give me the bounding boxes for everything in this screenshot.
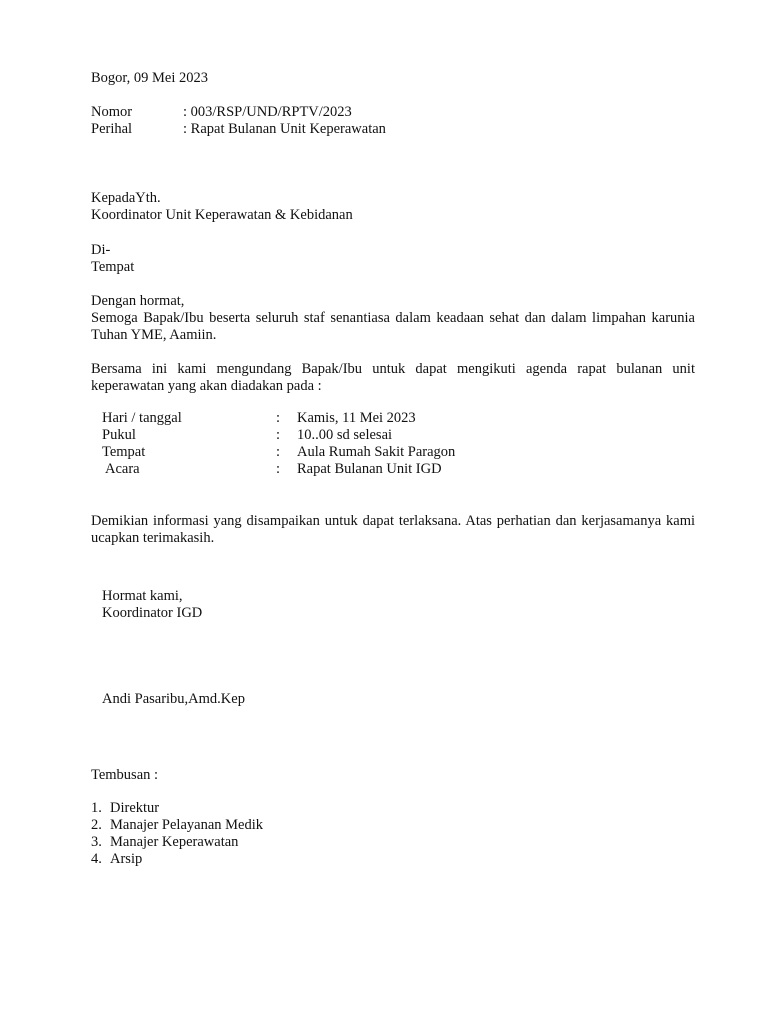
place-date: Bogor, 09 Mei 2023 [91, 70, 209, 86]
cc-list-item: Manajer Pelayanan Medik [110, 817, 264, 833]
perihal-label: Perihal [91, 121, 133, 137]
detail-colon: : [276, 427, 281, 443]
sign-off: Hormat kami, [102, 588, 183, 604]
detail-colon: : [276, 444, 281, 460]
recipient-di: Di- [91, 242, 111, 258]
detail-colon: : [276, 410, 281, 426]
nomor-value: : 003/RSP/UND/RPTV/2023 [183, 104, 352, 120]
closing-paragraph: Demikian informasi yang disampaikan untuk dapat terlaksana. Atas perhatian dan kerjasamanya kami ucapkan terimakasih. [91, 513, 695, 546]
recipient-place: Tempat [91, 259, 135, 275]
detail-value-time: 10..00 sd selesai [297, 427, 393, 443]
detail-label-place: Tempat [102, 444, 146, 460]
perihal-value: : Rapat Bulanan Unit Keperawatan [183, 121, 386, 137]
cc-list-number: 4. [91, 851, 102, 867]
cc-list-item: Direktur [110, 800, 160, 816]
detail-value-date: Kamis, 11 Mei 2023 [297, 410, 416, 426]
recipient-salutation: KepadaYth. [91, 190, 161, 206]
opening-paragraph: Semoga Bapak/Ibu beserta seluruh staf senantiasa dalam keadaan sehat dan dalam limpahan karunia Tuhan YME, Aamiin. [91, 310, 695, 343]
greeting: Dengan hormat, [91, 293, 185, 309]
cc-list-item: Arsip [110, 851, 143, 867]
nomor-label: Nomor [91, 104, 133, 120]
detail-value-event: Rapat Bulanan Unit IGD [297, 461, 442, 477]
cc-list-number: 3. [91, 834, 102, 850]
detail-colon: : [276, 461, 281, 477]
invitation-paragraph: Bersama ini kami mengundang Bapak/Ibu untuk dapat mengikuti agenda rapat bulanan unit keperawatan yang akan diadakan pada : [91, 361, 695, 394]
detail-label-time: Pukul [102, 427, 136, 443]
signer-title: Koordinator IGD [102, 605, 203, 621]
detail-value-place: Aula Rumah Sakit Paragon [297, 444, 456, 460]
cc-list-item: Manajer Keperawatan [110, 834, 239, 850]
detail-label-date: Hari / tanggal [102, 410, 182, 426]
detail-label-event: Acara [105, 461, 140, 477]
cc-label: Tembusan : [91, 767, 159, 783]
recipient-name: Koordinator Unit Keperawatan & Kebidanan [91, 207, 353, 223]
signer-name: Andi Pasaribu,Amd.Kep [102, 691, 245, 707]
cc-list-number: 2. [91, 817, 102, 833]
cc-list-number: 1. [91, 800, 102, 816]
